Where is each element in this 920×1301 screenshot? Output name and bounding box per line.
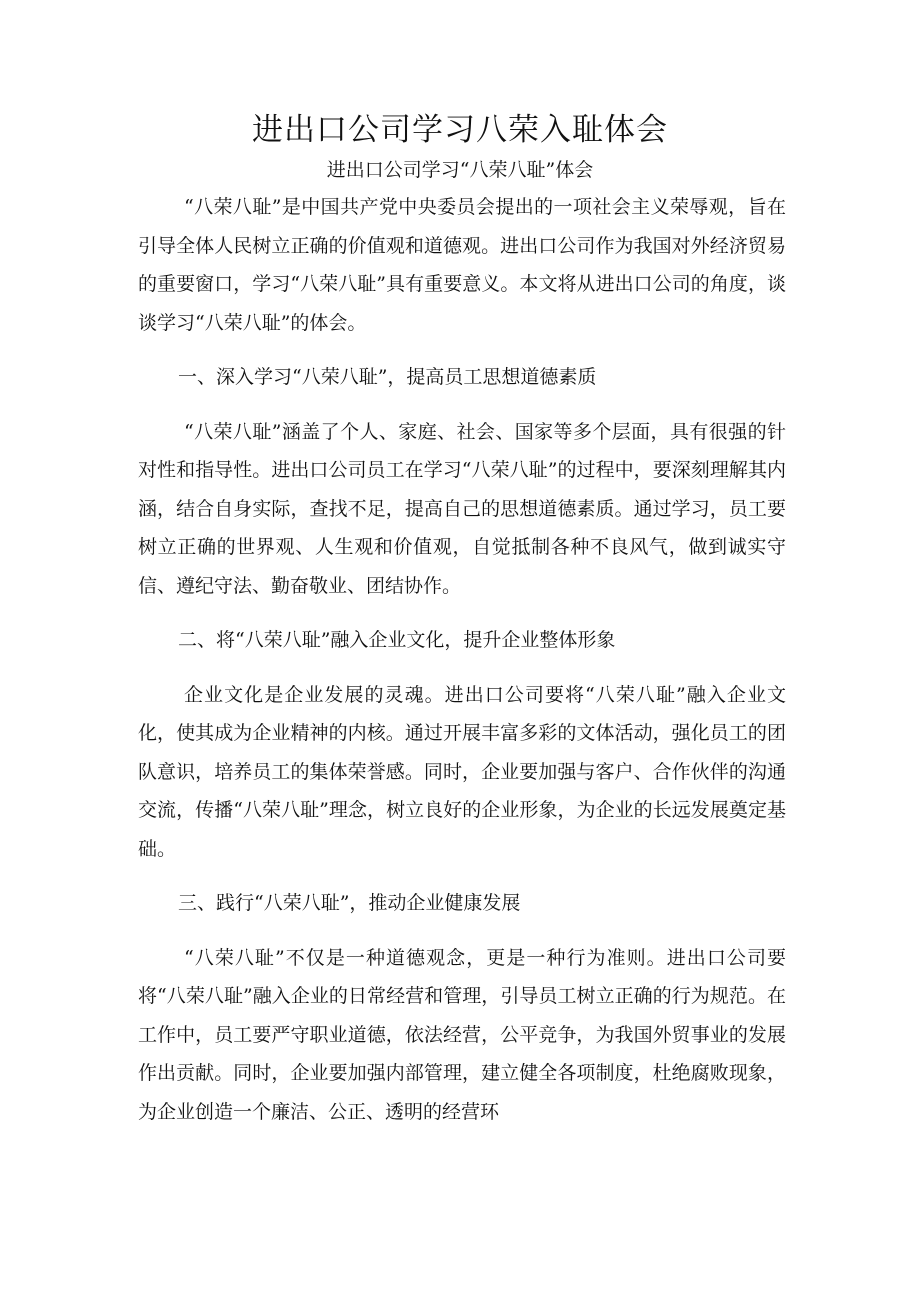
section-1-paragraph: “八荣八耻”涵盖了个人、家庭、社会、国家等多个层面，具有很强的针对性和指导性。进出口公司员工在学习“八荣八耻”的过程中，要深刻理解其内涵，结合自身实际，查找不足，提高自己的思想道德素质。通过学习，员工要树立正确的世界观、人生观和价值观，自觉抵制各种不良风气，做到诚实守信、遵纪守法、勤奋敬业、团结协作。 [138,420,786,597]
section-1-heading: 一、深入学习“八荣八耻”，提高员工思想道德素质 [178,366,597,388]
section-2-heading: 二、将“八荣八耻”融入企业文化，提升企业整体形象 [178,629,616,651]
page-subtitle: 进出口公司学习“八荣八耻”体会 [326,159,594,181]
section-2-paragraph: 企业文化是企业发展的灵魂。进出口公司要将“八荣八耻”融入企业文化，使其成为企业精神的内核。通过开展丰富多彩的文体活动，强化员工的团队意识，培养员工的集体荣誉感。同时，企业要加强与客户、合作伙伴的沟通交流，传播“八荣八耻”理念，树立良好的企业形象，为企业的长远发展奠定基础。 [138,683,786,860]
intro-paragraph: “八荣八耻”是中国共产党中央委员会提出的一项社会主义荣辱观，旨在引导全体人民树立正确的价值观和道德观。进出口公司作为我国对外经济贸易的重要窗口，学习“八荣八耻”具有重要意义。本文将从进出口公司的角度，谈谈学习“八荣八耻”的体会。 [138,196,786,334]
document-body [138,188,786,1147]
page-title: 进出口公司学习八荣入耻体会 [252,112,668,148]
section-3-paragraph: “八荣八耻”不仅是一种道德观念，更是一种行为准则。进出口公司要将“八荣八耻”融入企业的日常经营和管理，引导员工树立正确的行为规范。在工作中，员工要严守职业道德，依法经营，公平竞争，为我国外贸事业的发展作出贡献。同时，企业要加强内部管理，建立健全各项制度，杜绝腐败现象，为企业创造一个廉洁、公正、透明的经营环 [138,946,786,1123]
section-3-heading: 三、践行“八荣八耻”，推动企业健康发展 [178,892,521,914]
